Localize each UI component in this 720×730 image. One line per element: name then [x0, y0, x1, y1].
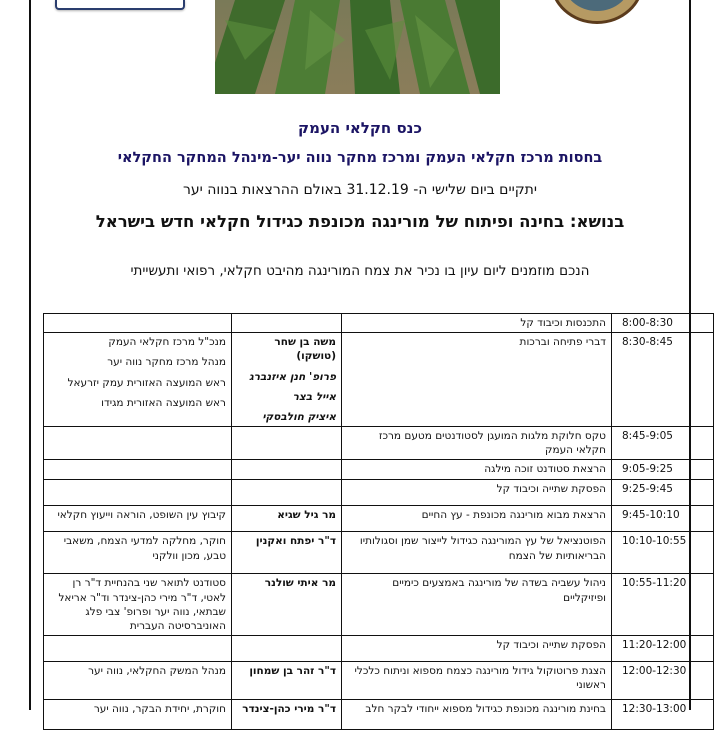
- speaker-role-cell: [44, 574, 232, 636]
- session-time: 8:45-9:05: [612, 427, 714, 460]
- speaker-name: אייל בצר: [292, 390, 336, 403]
- schedule-row: [44, 700, 714, 730]
- schedule-row: [44, 480, 714, 506]
- date-venue-line: יתקיים ביום שלישי ה- 31.12.19 באולם ההרצאות בנווה יער: [182, 182, 537, 198]
- speaker-role-cell: [44, 532, 232, 574]
- speaker-name-cell: [232, 636, 342, 662]
- schedule-row: [44, 506, 714, 532]
- speaker-name: איציק חולבסקי: [262, 410, 336, 423]
- speaker-name-cell: [232, 662, 342, 700]
- speaker-role-cell: [44, 700, 232, 730]
- speaker-name: פרופ' חנן איזנברג: [249, 370, 336, 383]
- session-description: טקס חלוקת מלגות המועגן לסטודנטים מטעם מרכז חקלאי העמק: [342, 427, 612, 460]
- speaker-role: מנהל המשק החקלאי, נווה יער: [88, 665, 226, 678]
- speaker-role: חוקרת, יחידת הבקר, נווה יער: [93, 703, 226, 716]
- session-description: הפוטנציאל של עץ המורינגה כגידול לייצור שמן וסגולותיו הבריאותיות של הצמח: [342, 532, 612, 574]
- session-time: 11:20-12:00: [612, 636, 714, 662]
- session-time: 10:55-11:20: [612, 574, 714, 636]
- session-description: הרצאת סטודנט זוכה מילגה: [342, 460, 612, 480]
- session-description: הפסקת שתייה וכיבוד קל: [342, 480, 612, 506]
- session-description: הפסקת שתייה וכיבוד קל: [342, 636, 612, 662]
- sponsor-logo-emblem: [550, 0, 644, 24]
- speaker-name-cell: [232, 427, 342, 460]
- speaker-name-cell: [232, 333, 342, 427]
- schedule-row: [44, 333, 714, 427]
- schedule-table: [43, 313, 714, 730]
- schedule-row: [44, 314, 714, 333]
- speaker-name-cell: [232, 700, 342, 730]
- speaker-role: חוקר, מחלקה למדעי הצמח, משאבי טבע, מכון וולקני: [63, 535, 226, 562]
- speaker-role: ראש המועצה האזורית עמק יזרעאל: [67, 376, 226, 389]
- speaker-name: ד"ר זהר בן שמחון: [249, 665, 336, 678]
- speaker-role-cell: [44, 480, 232, 506]
- schedule-row: [44, 427, 714, 460]
- schedule-row: [44, 532, 714, 574]
- speaker-name-cell: [232, 480, 342, 506]
- speaker-role-cell: [44, 427, 232, 460]
- session-time: 10:10-10:55: [612, 532, 714, 574]
- speaker-role: קיבוץ עין השופט, הוראה וייעוץ חקלאי: [57, 509, 226, 522]
- topic-heading: בנושא: בחינה ופיתוח של מורינגה מכונפת כגידול חקלאי חדש בישראל: [95, 212, 625, 231]
- speaker-name: מר איתי שולנר: [264, 577, 336, 590]
- speaker-name: מר גיל שגיא: [277, 509, 336, 522]
- speaker-name-cell: [232, 314, 342, 333]
- session-time: 9:05-9:25: [612, 460, 714, 480]
- speaker-role-cell: [44, 333, 232, 427]
- session-description: הרצאת מבוא מורינגה מכונפת - עץ החיים: [342, 506, 612, 532]
- speaker-name-cell: [232, 460, 342, 480]
- session-description: ניהול עשביה בשדה של מורינגה באמצעים כימיים ופיזיקליים: [342, 574, 612, 636]
- sponsor-logo-left: [55, 0, 185, 10]
- speaker-role-cell: [44, 662, 232, 700]
- session-time: 8:00-8:30: [612, 314, 714, 333]
- schedule-row: [44, 574, 714, 636]
- session-time: 8:30-8:45: [612, 333, 714, 427]
- speaker-role: ראש המועצה האזורית מגידו: [101, 396, 226, 409]
- speaker-role-cell: [44, 636, 232, 662]
- session-time: 9:45-10:10: [612, 506, 714, 532]
- session-description: דברי פתיחה וברכות: [342, 333, 612, 427]
- speaker-name: ד"ר יפתח ואקנין: [255, 535, 336, 548]
- speaker-role-cell: [44, 460, 232, 480]
- session-description: הצגת פרוטוקול גידול מורינגה כצמח מספוא וניתוח כלכלי ראשוני: [342, 662, 612, 700]
- speaker-name-cell: [232, 532, 342, 574]
- speaker-name-cell: [232, 506, 342, 532]
- speaker-name: משה בן שחר (טושקו): [274, 336, 336, 363]
- invitation-line: הנכם מוזמנים ליום עיון בו נכיר את צמח המורינגה מהיבט חקלאי, רפואי ותעשייתי: [130, 263, 590, 279]
- speaker-role: סטודנט לתואר שני בהנחיית ד"ר רן לאטי, ד"ר מירי כהן-צינדר וד"ר אריאל שבתאי, נווה יער ופרופ' צבי פלג האוניברסיטה העברית: [58, 577, 226, 632]
- moringa-field-photo: [215, 0, 500, 94]
- speaker-role: מנכ"ל מרכז חקלאי העמק: [108, 336, 226, 349]
- session-time: 9:25-9:45: [612, 480, 714, 506]
- speaker-name: ד"ר מירי כהן-צינדר: [242, 703, 336, 716]
- schedule-row: [44, 460, 714, 480]
- conference-title: כנס חקלאי העמק: [298, 119, 422, 137]
- frame-left-border: [29, 0, 31, 710]
- schedule-row: [44, 636, 714, 662]
- speaker-role: מנהל מרכז מחקר נווה יער: [107, 356, 226, 369]
- session-time: 12:00-12:30: [612, 662, 714, 700]
- speaker-role-cell: [44, 506, 232, 532]
- session-description: בחינת מורינגה מכונפת כגידול מספוא ייחודי לבקר חלב: [342, 700, 612, 730]
- hosts-line: בחסות מרכז חקלאי העמק ומרכז מחקר נווה יער-מינהל המחקר החקלאי: [117, 150, 603, 166]
- speaker-name-cell: [232, 574, 342, 636]
- speaker-role-cell: [44, 314, 232, 333]
- session-time: 12:30-13:00: [612, 700, 714, 730]
- schedule-row: [44, 662, 714, 700]
- session-description: התכנסות וכיבוד קל: [342, 314, 612, 333]
